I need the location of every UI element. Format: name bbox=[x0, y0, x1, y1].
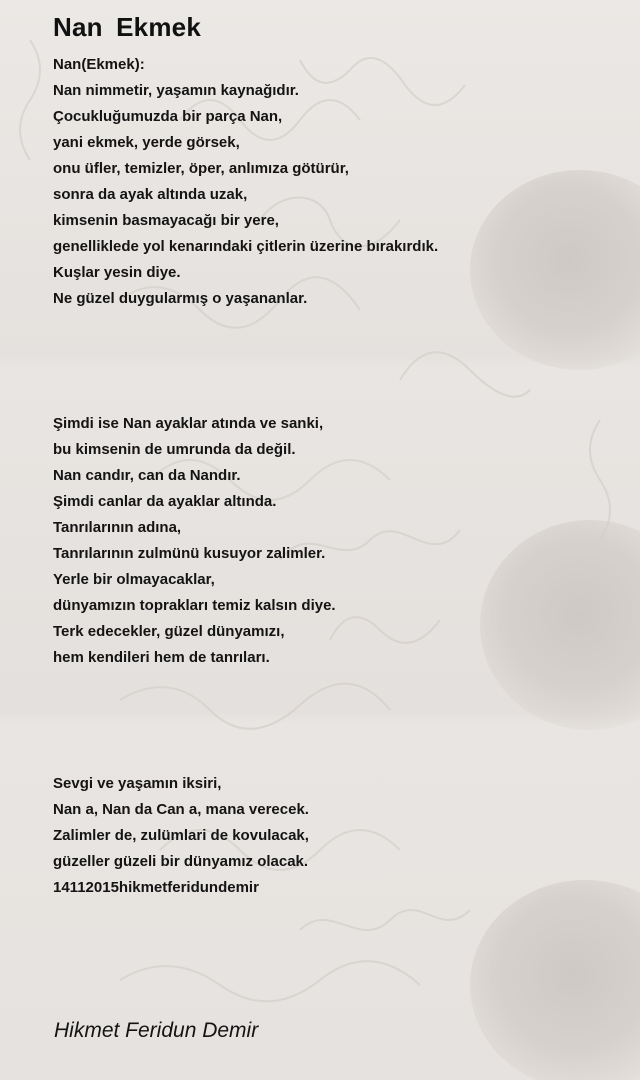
poem-line: Kuşlar yesin diye. bbox=[53, 264, 181, 281]
poem-line: Çocukluğumuzda bir parça Nan, bbox=[53, 108, 283, 125]
poem-line: Zalimler de, zulümlari de kovulacak, bbox=[53, 827, 309, 844]
poem-line: Tanrılarının adına, bbox=[53, 519, 182, 536]
poem-line: hem kendileri hem de tanrıları. bbox=[53, 649, 270, 666]
poem-line: yani ekmek, yerde görsek, bbox=[53, 134, 240, 151]
poem-line: genelliklede yol kenarındaki çitlerin üzerine bırakırdık. bbox=[53, 238, 439, 255]
poem-line: 14112015hikmetferidundemir bbox=[53, 879, 259, 896]
poem-line: Terk edecekler, güzel dünyamızı, bbox=[53, 623, 285, 640]
stanza-2 bbox=[53, 411, 336, 671]
poem-line: Yerle bir olmayacaklar, bbox=[53, 571, 215, 588]
poem-line: Sevgi ve yaşamın iksiri, bbox=[53, 775, 222, 792]
poem-line: Ne güzel duygularmış o yaşananlar. bbox=[53, 290, 308, 307]
poem-line: Nan(Ekmek): bbox=[53, 56, 145, 73]
poem-line: Nan candır, can da Nandır. bbox=[53, 467, 241, 484]
poem-line: güzeller güzeli bir dünyamız olacak. bbox=[53, 853, 309, 870]
poem-line: dünyamızın toprakları temiz kalsın diye. bbox=[53, 597, 336, 614]
poem-line: Tanrılarının zulmünü kusuyor zalimler. bbox=[53, 545, 326, 562]
poem-line: onu üfler, temizler, öper, anlımıza götürür, bbox=[53, 160, 349, 177]
poem-line: Nan nimmetir, yaşamın kaynağıdır. bbox=[53, 82, 299, 99]
poem-title: Nan Ekmek bbox=[53, 12, 201, 42]
poem-line: kimsenin basmayacağı bir yere, bbox=[53, 212, 279, 229]
poem-author: Hikmet Feridun Demir bbox=[54, 1019, 259, 1042]
poem-line: Nan a, Nan da Can a, mana verecek. bbox=[53, 801, 309, 818]
poem-line: bu kimsenin de umrunda da değil. bbox=[53, 441, 296, 458]
stanza-1 bbox=[53, 52, 438, 312]
poem-line: sonra da ayak altında uzak, bbox=[53, 186, 248, 203]
poem-line: Şimdi canlar da ayaklar altında. bbox=[53, 493, 277, 510]
poem-line: Şimdi ise Nan ayaklar atında ve sanki, bbox=[53, 415, 324, 432]
stanza-3 bbox=[53, 771, 309, 901]
